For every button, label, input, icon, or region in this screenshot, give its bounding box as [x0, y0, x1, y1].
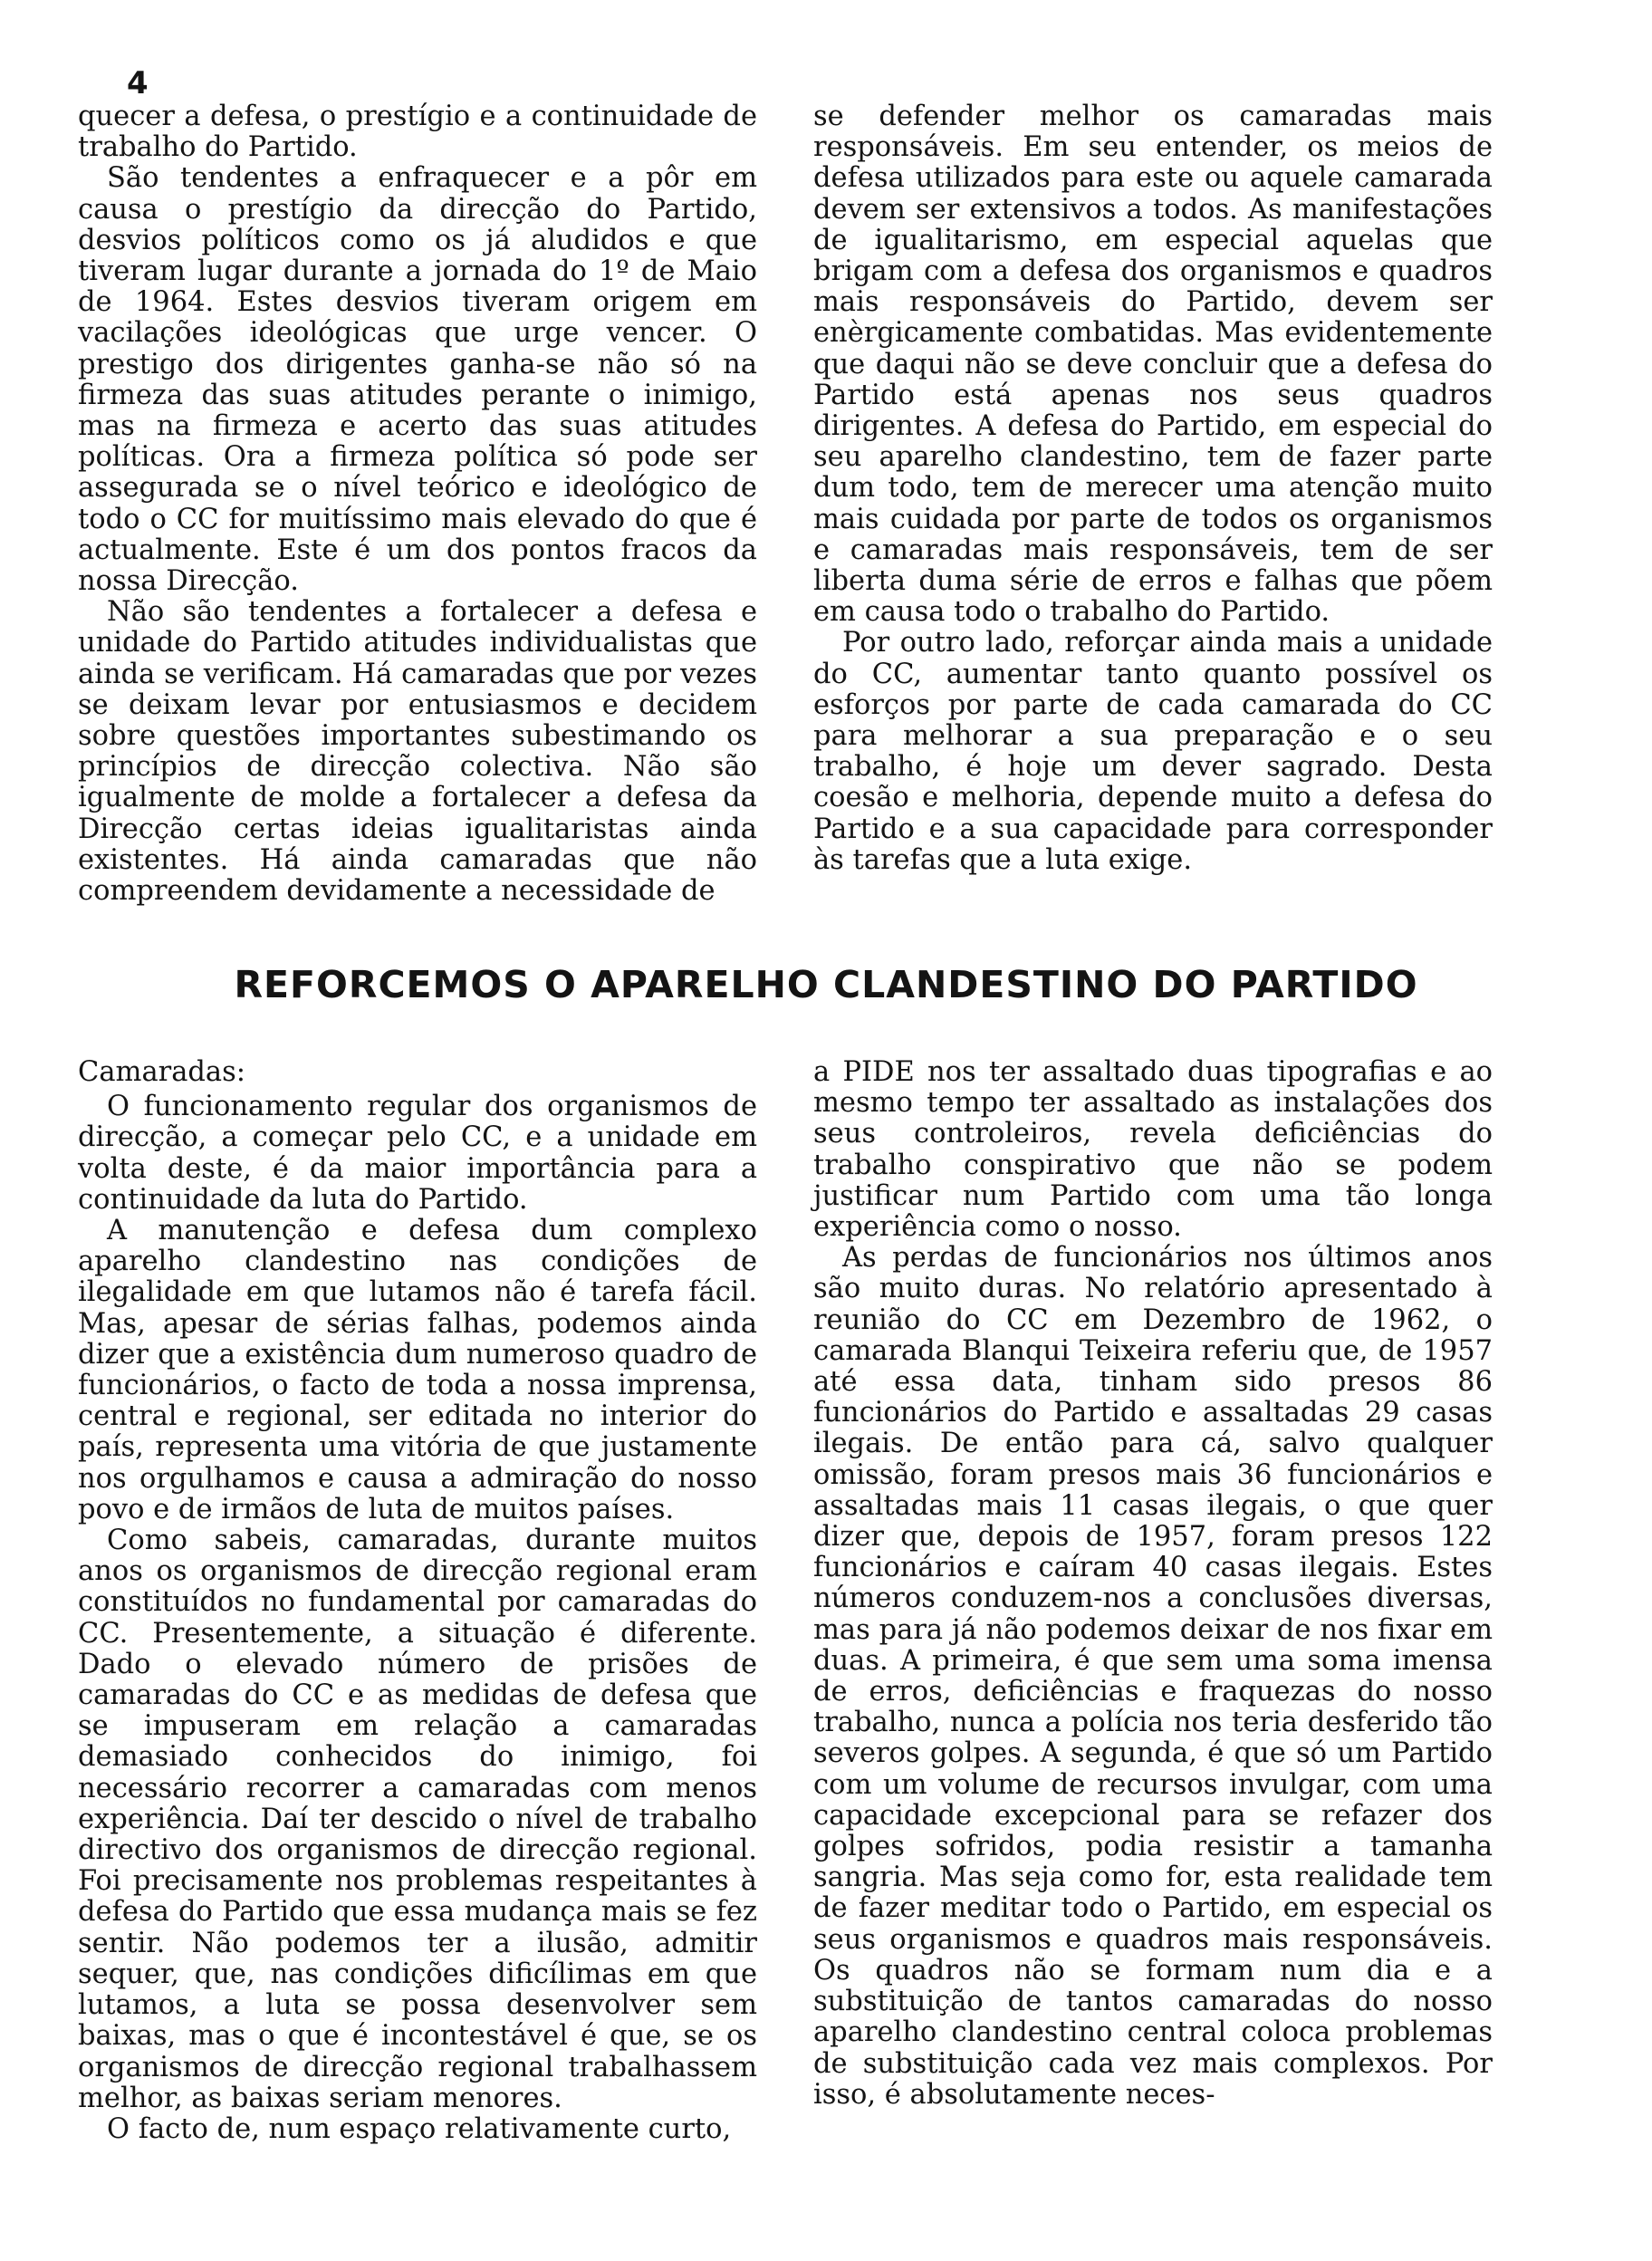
paragraph: Não são tendentes a fortalecer a defesa e unidade do Partido atitudes individualistas que ainda se verificam. Há camaradas que por vezes se deixam levar por entusiasmos e decidem sobre questões importantes subestimando os princípios de direcção colectiva. Não são igualmente de molde a fortalecer a defesa da Direcção certas ideias igualitaristas ainda existentes. Há ainda camaradas que não compreendem devidamente a necessidade de [78, 596, 757, 908]
paragraph: quecer a defesa, o prestígio e a continuidade de trabalho do Partido. [78, 101, 757, 164]
paragraph: O funcionamento regular dos organismos de direcção, a começar pelo CC, e a unidade em volta deste, é da maior importância para a continuidade da luta do Partido. [78, 1091, 757, 1216]
salutation: Camaradas: [78, 1056, 246, 1088]
paragraph: Por outro lado, reforçar ainda mais a unidade do CC, aumentar tanto quanto possível os esforços por parte de cada camarada do CC para melhorar a sua preparação e o seu trabalho, é hoje um dever sagrado. Desta coesão e melhoria, depende muito a defesa do Partido e a sua capacidade para corresponder às tarefas que a luta exige. [813, 627, 1493, 876]
bottom-left-column [78, 1057, 757, 2145]
bottom-right-column [813, 1057, 1493, 2111]
paragraph: a PIDE nos ter assaltado duas tipografias e ao mesmo tempo ter assaltado as instalações dos seus controleiros, revela deficiências do trabalho conspirativo que não se podem justificar num Partido com uma tão longa experiência como o nosso. [813, 1056, 1493, 1244]
top-left-column [78, 101, 757, 907]
paragraph: Como sabeis, camaradas, durante muitos anos os organismos de direcção regional eram constituídos no fundamental por camaradas do CC. Presentemente, a situação é diferente. Dado o elevado número de prisões de camaradas do CC e as medidas de defesa que se impuseram em relação a camaradas demasiado conhecidos do inimigo, foi necessário recorrer a camaradas com menos experiência. Daí ter descido o nível de trabalho directivo dos organismos de direcção regional. Foi precisamente nos problemas respeitantes à defesa do Partido que essa mudança mais se fez sentir. Não podemos ter a ilusão, admitir sequer, que, nas condições dificílimas em que lutamos, a luta se possa desenvolver sem baixas, mas o que é incontestável é que, se os organismos de direcção regional trabalhassem melhor, as baixas seriam menores. [78, 1525, 757, 2114]
paragraph: A manutenção e defesa dum complexo aparelho clandestino nas condições de ilegalidade em que lutamos não é tarefa fácil. Mas, apesar de sérias falhas, podemos ainda dizer que a existência dum numeroso quadro de funcionários, o facto de toda a nossa imprensa, central e regional, ser editada no interior do país, representa uma vitória de que justamente nos orgulhamos e causa a admiração do nosso povo e de irmãos de luta de muitos países. [78, 1215, 757, 1525]
paragraph: se defender melhor os camaradas mais responsáveis. Em seu entender, os meios de defesa utilizados para este ou aquele camarada devem ser extensivos a todos. As manifestações de igualitarismo, em especial aquelas que brigam com a defesa dos organismos e quadros mais responsáveis do Partido, devem ser enèrgicamente combatidas. Mas evidentemente que daqui não se deve concluir que a defesa do Partido está apenas nos seus quadros dirigentes. A defesa do Partido, em especial do seu aparelho clandestino, tem de fazer parte dum todo, tem de merecer uma atenção muito mais cuidada por parte de todos os organismos e camaradas mais responsáveis, tem de ser liberta duma série de erros e falhas que põem em causa todo o trabalho do Partido. [813, 101, 1493, 629]
top-right-column [813, 101, 1493, 876]
page-number: 4 [127, 65, 149, 101]
paragraph: São tendentes a enfraquecer e a pôr em causa o prestígio da direcção do Partido, desvios políticos como os já aludidos e que tiveram lugar durante a jornada do 1º de Maio de 1964. Estes desvios tiveram origem em vacilações ideológicas que urge vencer. O prestigo dos dirigentes ganha-se não só na firmeza das suas atitudes perante o inimigo, mas na firmeza e acerto das suas atitudes políticas. Ora a firmeza política só pode ser assegurada se o nível teórico e ideológico de todo o CC for muitíssimo mais elevado do que é actualmente. Este é um dos pontos fracos da nossa Direcção. [78, 162, 757, 598]
paragraph: As perdas de funcionários nos últimos anos são muito duras. No relatório apresentado à reunião do CC em Dezembro de 1962, o camarada Blanqui Teixeira referiu que, de 1957 até essa data, tinham sido presos 86 funcionários do Partido e assaltadas 29 casas ilegais. De então para cá, salvo qualquer omissão, foram presos mais 36 funcionários e assaltadas mais 11 casas ilegais, o que quer dizer que, depois de 1957, foram presos 122 funcionários e caíram 40 casas ilegais. Estes números conduzem-nos a conclusões diversas, mas para já não podemos deixar de nos fixar em duas. A primeira, é que sem uma soma imensa de erros, deficiências e fraquezas do nosso trabalho, nunca a polícia nos teria desferido tão severos golpes. A segunda, é que só um Partido com um volume de recursos invulgar, com uma capacidade excepcional para se refazer dos golpes sofridos, podia resistir a tamanha sangria. Mas seja como for, esta realidade tem de fazer meditar todo o Partido, em especial os seus organismos e quadros mais responsáveis. Os quadros não se formam num dia e a substituição de tantos camaradas do nosso aparelho clandestino central coloca problemas de substituição cada vez mais complexos. Por isso, é absolutamente neces- [813, 1242, 1493, 2111]
paragraph: O facto de, num espaço relativamente curto, [107, 2112, 732, 2145]
section-heading: REFORCEMOS O APARELHO CLANDESTINO DO PARTIDO [234, 963, 1418, 1006]
